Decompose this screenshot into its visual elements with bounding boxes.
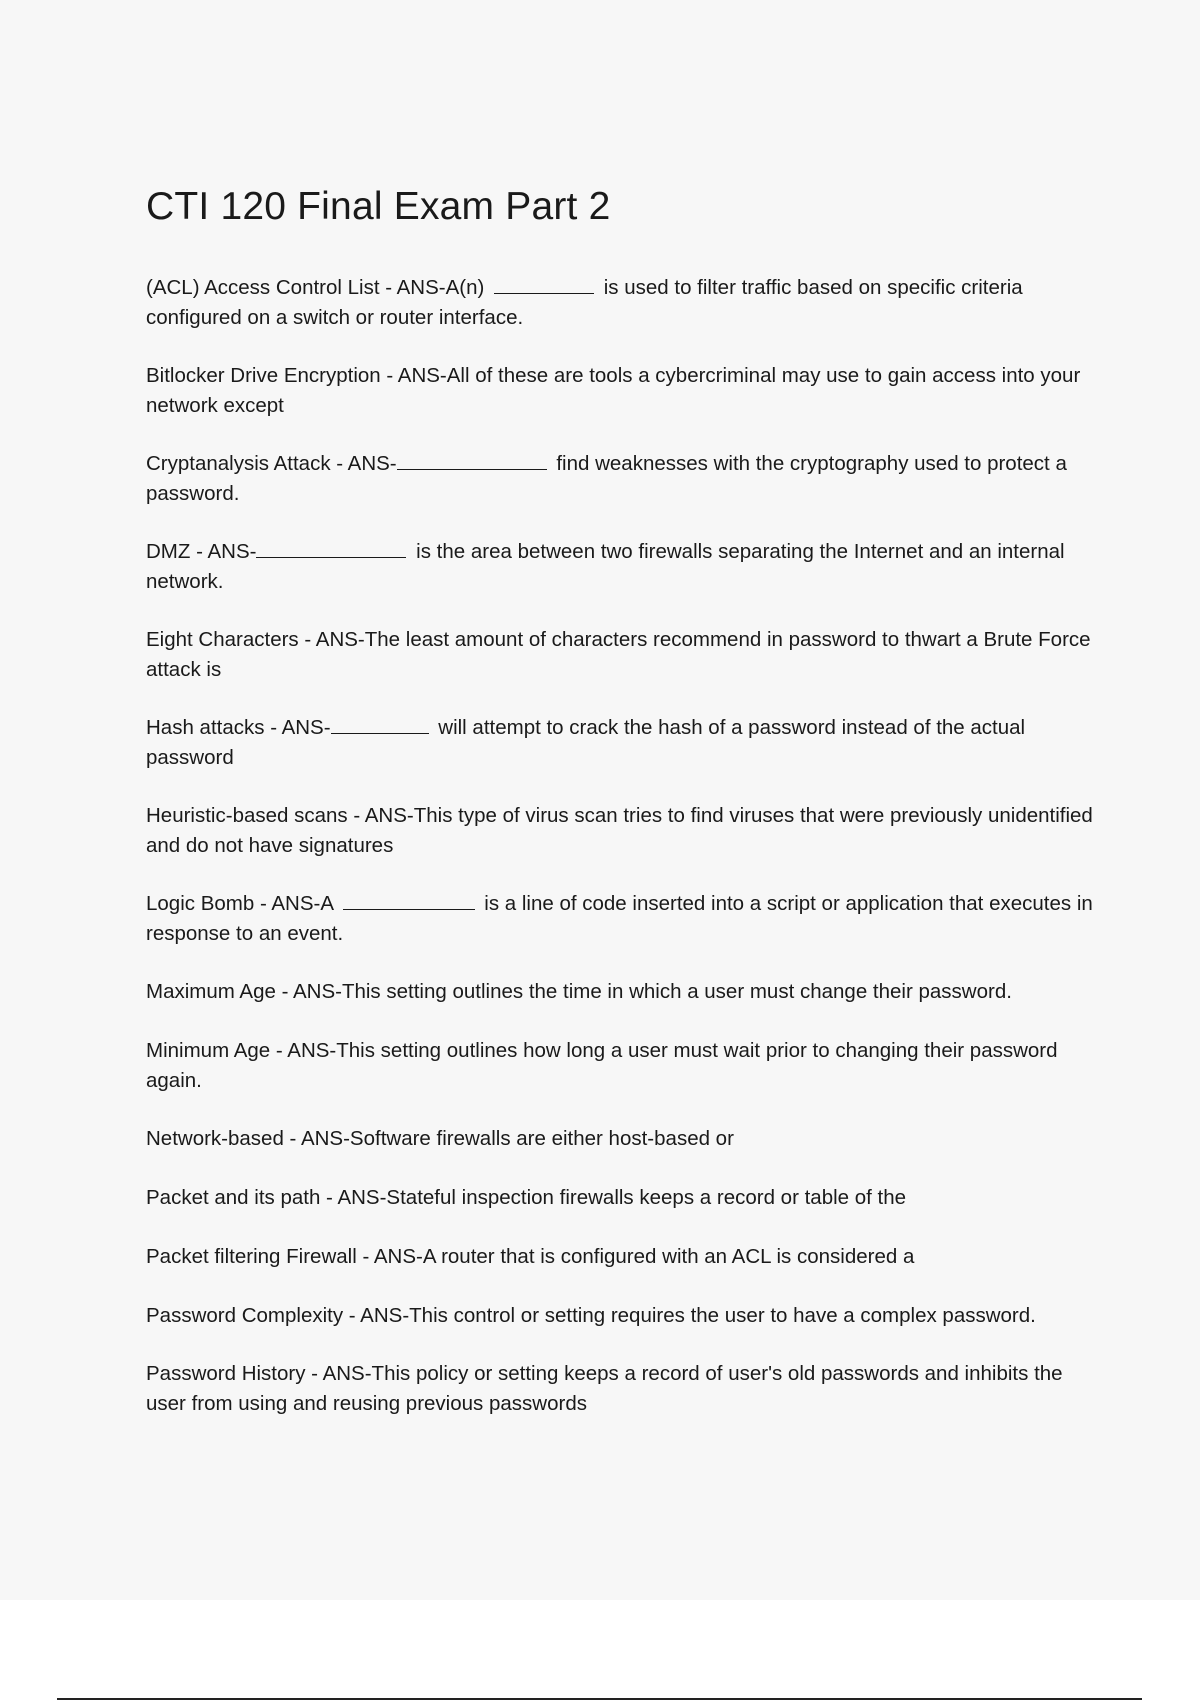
entry-bitlocker: Bitlocker Drive Encryption - ANS-All of these are tools a cybercriminal may use to gain access into your network except xyxy=(146,364,1081,417)
entry-text: find weaknesses with the cryptography used to protect a password. xyxy=(146,452,1067,505)
entry-acl xyxy=(146,273,1106,333)
entry-text: Logic Bomb - ANS-A xyxy=(146,892,339,915)
entry-heuristic-scans: Heuristic-based scans - ANS-This type of virus scan tries to find viruses that were previously unidentified and do not have signatures xyxy=(146,804,1093,857)
entry-text: is used to filter traffic based on specific criteria configured on a switch or router interface. xyxy=(146,276,1023,329)
entry-packet-filtering: Packet filtering Firewall - ANS-A router that is configured with an ACL is considered a xyxy=(146,1245,915,1268)
fill-in-blank xyxy=(256,539,406,558)
fill-in-blank xyxy=(397,451,547,470)
entry-text: DMZ - ANS- xyxy=(146,540,257,563)
entry-text: Hash attacks - ANS- xyxy=(146,716,331,739)
fill-in-blank xyxy=(343,891,475,910)
entry-text: Cryptanalysis Attack - ANS- xyxy=(146,452,397,475)
entry-cryptanalysis xyxy=(146,449,1106,509)
entry-hash-attacks xyxy=(146,713,1106,773)
entry-password-history: Password History - ANS-This policy or setting keeps a record of user's old passwords and inhibits the user from using and reusing previous passwords xyxy=(146,1362,1063,1415)
document-content xyxy=(146,185,1106,1447)
entry-network-based: Network-based - ANS-Software firewalls are either host-based or xyxy=(146,1127,734,1150)
fill-in-blank xyxy=(494,275,594,294)
entry-dmz xyxy=(146,537,1106,597)
entry-minimum-age: Minimum Age - ANS-This setting outlines how long a user must wait prior to changing their password again. xyxy=(146,1039,1058,1092)
entry-packet-path: Packet and its path - ANS-Stateful inspection firewalls keeps a record or table of the xyxy=(146,1186,907,1209)
entry-text: will attempt to crack the hash of a password instead of the actual password xyxy=(146,716,1026,769)
entry-eight-characters: Eight Characters - ANS-The least amount of characters recommend in password to thwart a Brute Force attack is xyxy=(146,628,1091,681)
entry-text: is the area between two firewalls separating the Internet and an internal network. xyxy=(146,540,1065,593)
entry-text: (ACL) Access Control List - ANS-A(n) xyxy=(146,276,491,299)
entry-password-complexity: Password Complexity - ANS-This control or setting requires the user to have a complex password. xyxy=(146,1304,1036,1327)
fill-in-blank xyxy=(331,715,429,734)
entry-text: is a line of code inserted into a script or application that executes in response to an event. xyxy=(146,892,1093,945)
entry-logic-bomb xyxy=(146,889,1106,949)
document-title: CTI 120 Final Exam Part 2 xyxy=(146,185,611,228)
entry-maximum-age: Maximum Age - ANS-This setting outlines the time in which a user must change their password. xyxy=(146,980,1012,1003)
